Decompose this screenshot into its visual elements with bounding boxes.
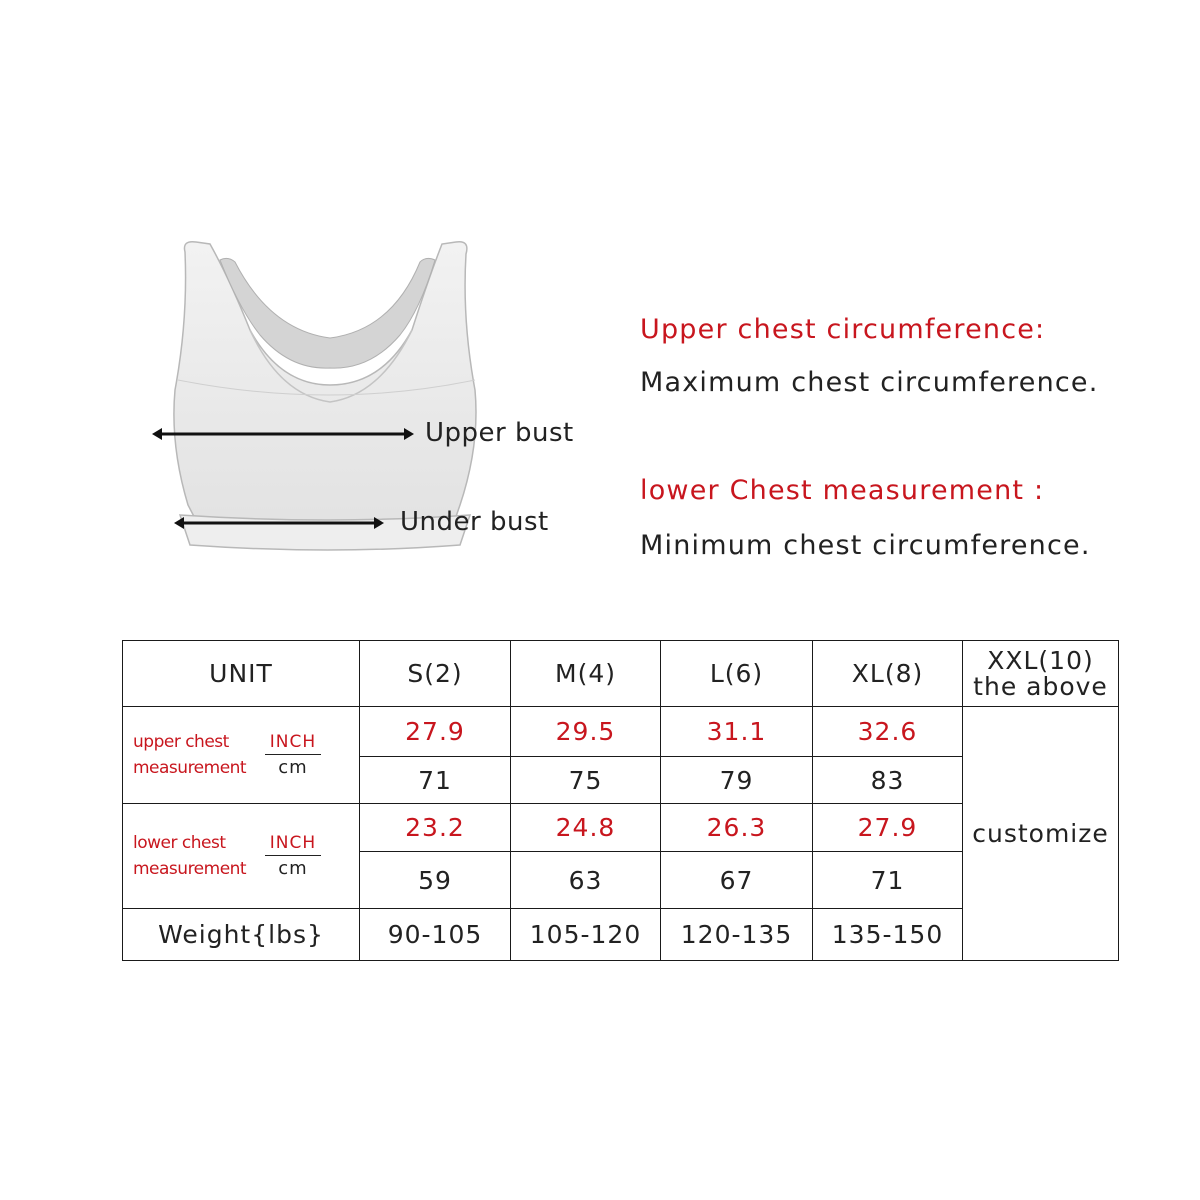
lower-chest-label-line1: lower chest: [133, 833, 226, 853]
unit-header: UNIT: [123, 641, 360, 707]
upper-chest-label-cell: [123, 707, 360, 804]
lower-inch-cell: 24.8: [511, 804, 661, 852]
size-chart-table: [122, 640, 1119, 961]
weight-label: Weight{lbs}: [123, 909, 360, 961]
lower-chest-title: lower Chest measurement :: [640, 475, 1045, 506]
header-row: [123, 641, 1119, 707]
under-bust-label: Under bust: [400, 507, 549, 537]
upper-inch-cell: 29.5: [511, 707, 661, 757]
upper-chest-label-line2: measurement: [133, 758, 247, 778]
upper-inch-row: [123, 707, 1119, 757]
weight-cell: 105-120: [511, 909, 661, 961]
lower-chest-label-line2: measurement: [133, 859, 247, 879]
upper-cm-cell: 75: [511, 757, 661, 804]
xxl-header-line1: XXL(10): [987, 645, 1094, 675]
xxl-header-line2: the above: [973, 671, 1108, 701]
xxl-header: [963, 641, 1119, 707]
upper-chest-description: Maximum chest circumference.: [640, 367, 1099, 398]
lower-chest-label: [133, 830, 246, 882]
weight-cell: 120-135: [661, 909, 813, 961]
upper-inch-cell: 27.9: [360, 707, 511, 757]
upper-chest-label-line1: upper chest: [133, 732, 229, 752]
lower-inch-cell: 27.9: [813, 804, 963, 852]
upper-inch-cell: 31.1: [661, 707, 813, 757]
upper-inch-cell: 32.6: [813, 707, 963, 757]
upper-unit-fraction: [265, 732, 321, 778]
lower-cm-cell: 59: [360, 852, 511, 909]
lower-chest-description: Minimum chest circumference.: [640, 530, 1091, 561]
upper-cm-cell: 83: [813, 757, 963, 804]
upper-bust-label: Upper bust: [425, 418, 574, 448]
lower-cm-cell: 63: [511, 852, 661, 909]
unit-inch: INCH: [265, 732, 321, 755]
lower-cm-cell: 71: [813, 852, 963, 909]
unit-inch: INCH: [265, 833, 321, 856]
upper-cm-cell: 79: [661, 757, 813, 804]
size-header: XL(8): [813, 641, 963, 707]
upper-cm-cell: 71: [360, 757, 511, 804]
unit-cm: cm: [278, 858, 308, 879]
size-header: L(6): [661, 641, 813, 707]
size-header: S(2): [360, 641, 511, 707]
lower-chest-label-cell: [123, 804, 360, 909]
lower-unit-fraction: [265, 833, 321, 879]
lower-cm-cell: 67: [661, 852, 813, 909]
lower-inch-cell: 23.2: [360, 804, 511, 852]
unit-cm: cm: [278, 757, 308, 778]
upper-chest-label: [133, 729, 246, 781]
weight-cell: 135-150: [813, 909, 963, 961]
customize-cell: customize: [963, 707, 1119, 961]
weight-cell: 90-105: [360, 909, 511, 961]
upper-chest-title: Upper chest circumference:: [640, 314, 1046, 345]
size-header: M(4): [511, 641, 661, 707]
lower-inch-cell: 26.3: [661, 804, 813, 852]
